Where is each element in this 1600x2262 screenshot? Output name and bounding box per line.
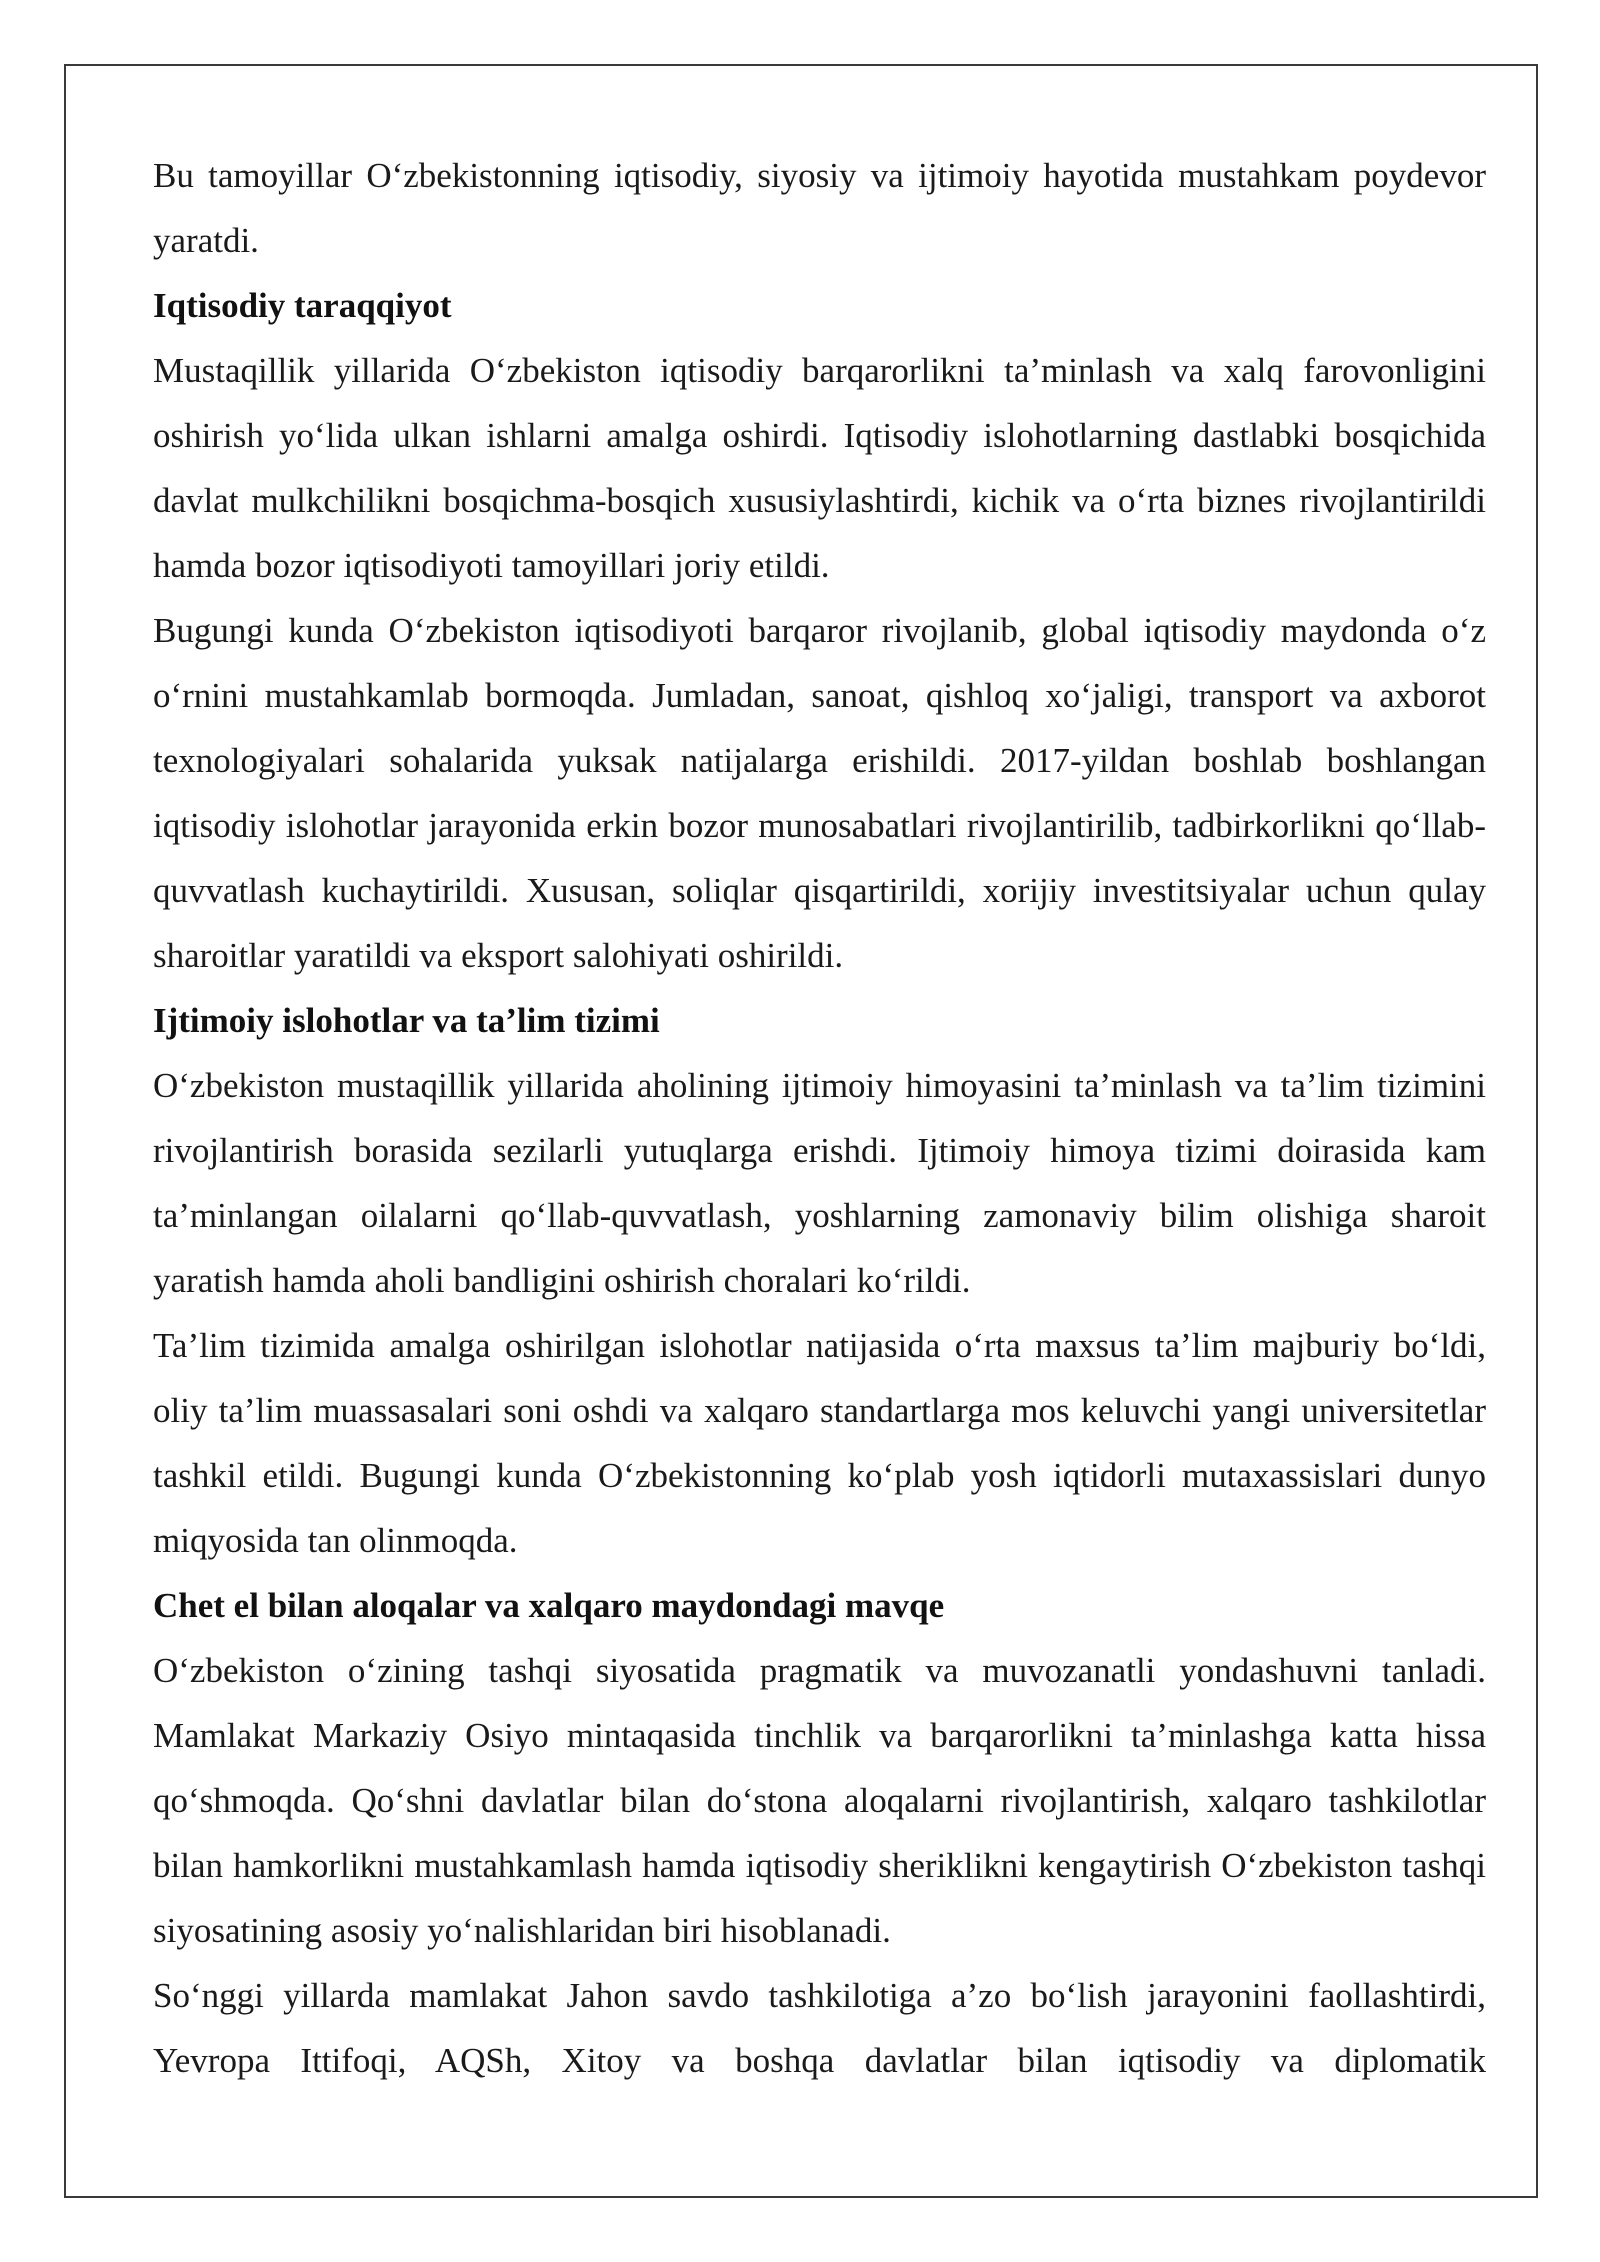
paragraph-economic-today: Bugungi kunda O‘zbekiston iqtisodiyoti barqaror rivojlanib, global iqtisodiy maydonda o‘z o‘rnini mustahkamlab bormoqda. Jumladan, sanoat, qishloq xo‘jaligi, transport va axborot texnologiyalari sohalarida yuksak natijalarga erishildi. 2017-yildan boshlab boshlangan iqtisodiy islohotlar jarayonida erkin bozor munosabatlari rivojlantirilib, tadbirkorlikni qo‘llab-quvvatlash kuchaytirildi. Xususan, soliqlar qisqartirildi, xorijiy investitsiyalar uchun qulay sharoitlar yaratildi va eksport salohiyati oshirildi. — [153, 611, 1486, 975]
paragraph-recent-years: So‘nggi yillarda mamlakat Jahon savdo tashkilotiga a’zo bo‘lish jarayonini faollashtirdi, Yevropa Ittifoqi, AQSh, Xitoy va boshqa davlatlar bilan iqtisodiy va diplomatik — [153, 1976, 1486, 2080]
heading-foreign-relations: Chet el bilan aloqalar va xalqaro maydondagi mavqe — [153, 1586, 945, 1625]
document-body — [153, 143, 1486, 2093]
paragraph-social-protection: O‘zbekiston mustaqillik yillarida aholining ijtimoiy himoyasini ta’minlash va ta’lim tizimini rivojlantirish borasida sezilarli yutuqlarga erishdi. Ijtimoiy himoya tizimi doirasida kam ta’minlangan oilalarni qo‘llab-quvvatlash, yoshlarning zamonaviy bilim olishiga sharoit yaratish hamda aholi bandligini oshirish choralari ko‘rildi. — [153, 1066, 1486, 1300]
paragraph-education-reforms: Ta’lim tizimida amalga oshirilgan islohotlar natijasida o‘rta maxsus ta’lim majburiy bo‘ldi, oliy ta’lim muassasalari soni oshdi va xalqaro standartlarga mos keluvchi yangi universitetlar tashkil etildi. Bugungi kunda O‘zbekistonning ko‘plab yosh iqtidorli mutaxassislari dunyo miqyosida tan olinmoqda. — [153, 1326, 1486, 1560]
paragraph-principles-conclusion: Bu tamoyillar O‘zbekistonning iqtisodiy, siyosiy va ijtimoiy hayotida mustahkam poydevor yaratdi. — [153, 156, 1486, 260]
heading-economic-development: Iqtisodiy taraqqiyot — [153, 286, 452, 325]
paragraph-economic-reforms-early: Mustaqillik yillarida O‘zbekiston iqtisodiy barqarorlikni ta’minlash va xalq farovonligini oshirish yo‘lida ulkan ishlarni amalga oshirdi. Iqtisodiy islohotlarning dastlabki bosqichida davlat mulkchilikni bosqichma-bosqich xususiylashtirdi, kichik va o‘rta biznes rivojlantirildi hamda bozor iqtisodiyoti tamoyillari joriy etildi. — [153, 351, 1486, 585]
heading-social-reforms-education: Ijtimoiy islohotlar va ta’lim tizimi — [153, 1001, 660, 1040]
paragraph-foreign-policy: O‘zbekiston o‘zining tashqi siyosatida pragmatik va muvozanatli yondashuvni tanladi. Mamlakat Markaziy Osiyo mintaqasida tinchlik va barqarorlikni ta’minlashga katta hissa qo‘shmoqda. Qo‘shni davlatlar bilan do‘stona aloqalarni rivojlantirish, xalqaro tashkilotlar bilan hamkorlikni mustahkamlash hamda iqtisodiy sheriklikni kengaytirish O‘zbekiston tashqi siyosatining asosiy yo‘nalishlaridan biri hisoblanadi. — [153, 1651, 1486, 1950]
